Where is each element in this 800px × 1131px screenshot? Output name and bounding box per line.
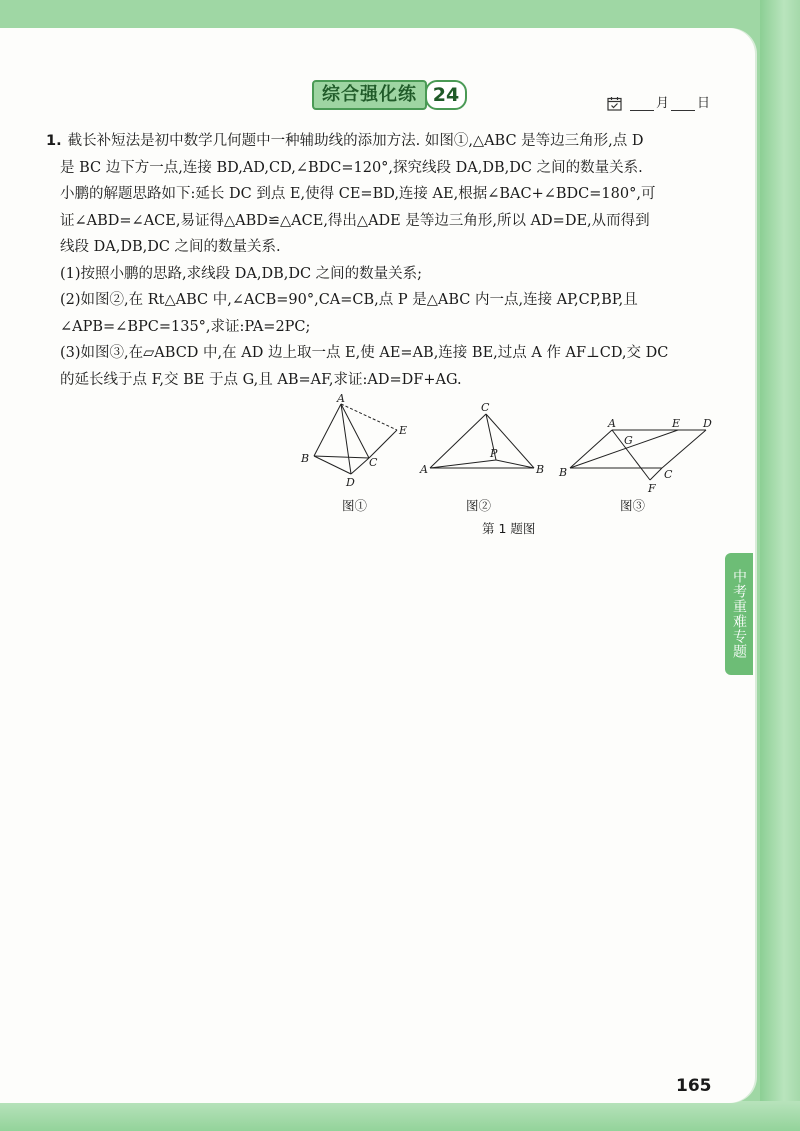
calendar-icon bbox=[607, 96, 622, 111]
part1-text: (1)按照小鹏的思路,求线段 DA,DB,DC 之间的数量关系; bbox=[60, 265, 423, 282]
section-title: 综合强化练 bbox=[312, 80, 427, 110]
fig2-label-c: C bbox=[481, 401, 490, 414]
page-number: 165 bbox=[676, 1076, 712, 1096]
question-content bbox=[46, 128, 700, 393]
fig3-edge-dc bbox=[662, 430, 706, 468]
side-tab-topic[interactable]: 中考重难专题 bbox=[725, 553, 753, 675]
fig3-label-c: C bbox=[664, 468, 673, 481]
fig1-label-e: E bbox=[399, 424, 408, 437]
page-edge-bottom bbox=[0, 1101, 800, 1131]
figures-main-caption: 第 1 题图 bbox=[482, 521, 536, 536]
month-blank[interactable] bbox=[630, 96, 654, 111]
fig1-label-c: C bbox=[369, 456, 378, 469]
date-fill-area bbox=[607, 92, 710, 111]
fig1-label-d: D bbox=[346, 476, 355, 487]
question-number: 1. bbox=[46, 133, 62, 149]
figure-2 bbox=[418, 398, 548, 480]
fig3-edge-ab bbox=[570, 430, 612, 468]
section-number: 24 bbox=[425, 80, 467, 110]
fig2-edge-ap bbox=[430, 460, 496, 468]
page-edge-right bbox=[760, 0, 800, 1131]
hint-line3: 线段 DA,DB,DC 之间的数量关系. bbox=[60, 239, 281, 255]
fig3-label-d: D bbox=[703, 417, 712, 430]
day-blank[interactable] bbox=[671, 96, 695, 111]
fig1-edge-ce bbox=[369, 430, 397, 458]
fig3-label-a: A bbox=[608, 417, 616, 430]
hint-line2: 证∠ABD=∠ACE,易证得△ABD≌△ACE,得出△ADE 是等边三角形,所以 AD=DE,从而得到 bbox=[60, 212, 650, 229]
figure-1 bbox=[295, 392, 415, 487]
fig2-caption: 图② bbox=[466, 498, 492, 513]
fig2-edge-ca bbox=[430, 414, 486, 468]
month-label: 月 bbox=[656, 96, 670, 111]
fig1-edge-bc bbox=[314, 456, 369, 458]
fig3-label-g: G bbox=[624, 434, 633, 447]
part3-line1: (3)如图③,在▱ABCD 中,在 AD 边上取一点 E,使 AE=AB,连接 BE,过点 A 作 AF⊥CD,交 DC bbox=[60, 345, 669, 361]
fig1-label-b: B bbox=[301, 452, 310, 465]
fig1-edge-ab bbox=[314, 404, 341, 456]
question-intro-line2: 是 BC 边下方一点,连接 BD,AD,CD,∠BDC=120°,探究线段 DA,DB,DC 之间的数量关系. bbox=[60, 159, 643, 176]
fig1-edge-ae bbox=[341, 404, 397, 430]
day-label: 日 bbox=[697, 96, 711, 111]
fig3-caption: 图③ bbox=[620, 498, 646, 513]
fig1-caption: 图① bbox=[342, 498, 368, 513]
part3-line2: 的延长线于点 F,交 BE 于点 G,且 AB=AF,求证:AD=DF+AG. bbox=[60, 371, 462, 388]
fig3-label-f: F bbox=[648, 482, 656, 495]
question-intro-line1: 1. 截长补短法是初中数学几何题中一种辅助线的添加方法. 如图①,△ABC 是等边三角形,点 D bbox=[46, 133, 644, 149]
fig1-label-a: A bbox=[337, 392, 345, 405]
fig2-label-b: B bbox=[536, 463, 545, 476]
section-header bbox=[312, 80, 467, 110]
part2-line2: ∠APB=∠BPC=135°,求证:PA=2PC; bbox=[60, 318, 311, 335]
fig1-edge-bd bbox=[314, 456, 351, 474]
fig3-label-b: B bbox=[559, 466, 568, 479]
part2-line1: (2)如图②,在 Rt△ABC 中,∠ACB=90°,CA=CB,点 P 是△ABC 内一点,连接 AP,CP,BP,且 bbox=[60, 292, 638, 308]
figure-3 bbox=[556, 414, 721, 496]
fig3-edge-cf bbox=[650, 468, 662, 480]
fig1-edge-cd bbox=[351, 458, 369, 474]
fig2-label-a: A bbox=[420, 463, 428, 476]
fig3-label-e: E bbox=[672, 417, 681, 430]
fig2-label-p: P bbox=[490, 447, 498, 460]
hint-line1: 小鹏的解题思路如下:延长 DC 到点 E,使得 CE=BD,连接 AE,根据∠BAC+∠BDC=180°,可 bbox=[60, 186, 656, 202]
